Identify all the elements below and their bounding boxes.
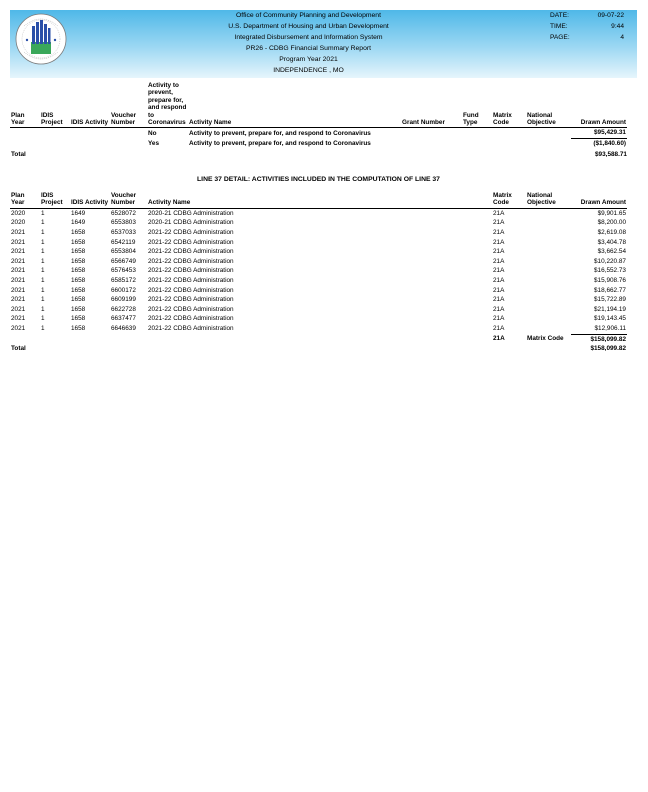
national-objective	[526, 238, 571, 248]
line-37-section-title: LINE 37 DETAIL: ACTIVITIES INCLUDED IN THE COMPUTATION OF LINE 37	[197, 176, 440, 183]
idis-activity: 1658	[71, 276, 86, 284]
coronavirus-summary-table	[10, 82, 627, 149]
idis-project: 1	[41, 296, 45, 304]
matrix-code: 21A	[493, 286, 505, 294]
col-activity-name: Activity Name	[147, 192, 492, 208]
table-row	[10, 247, 627, 257]
plan-year: 2021	[11, 305, 26, 313]
idis-activity: 1658	[71, 248, 86, 256]
matrix-code: 21A	[493, 229, 505, 236]
voucher-number: 6600172	[111, 286, 136, 294]
col-matrix-code: Matrix Code	[492, 192, 526, 208]
matrix-code: 21A	[493, 276, 505, 284]
col-drawn-amount: Drawn Amount	[571, 192, 627, 208]
voucher-number: 6585172	[111, 276, 136, 284]
page-value: 4	[620, 34, 624, 41]
col-idis-project: IDIS Project	[40, 82, 70, 128]
matrix-code: 21A	[493, 267, 505, 275]
drawn-amount: $21,194.19	[594, 305, 626, 313]
national-objective	[526, 257, 571, 267]
activity-name: 2021-22 CDBG Administration	[148, 267, 234, 275]
activity-name: 2021-22 CDBG Administration	[148, 238, 234, 246]
table1-total-label: Total	[11, 151, 26, 158]
national-objective	[526, 228, 571, 238]
header-line-department: U.S. Department of Housing and Urban Development	[228, 23, 389, 30]
voucher-number: 6646639	[111, 325, 136, 333]
col-fund-type: Fund Type	[462, 82, 492, 128]
activity-name: 2021-22 CDBG Administration	[148, 276, 234, 284]
col-drawn-amount: Drawn Amount	[571, 82, 627, 128]
voucher-number: 6637477	[111, 315, 136, 323]
voucher-number: 6576453	[111, 267, 136, 275]
national-objective	[526, 276, 571, 286]
plan-year: 2021	[11, 267, 26, 275]
table1-total-amount: $93,588.71	[595, 151, 627, 158]
col-national-objective: National Objective	[526, 82, 571, 128]
plan-year: 2020	[11, 219, 26, 227]
header-line-system: Integrated Disbursement and Information System	[234, 34, 383, 41]
time-value: 9:44	[611, 23, 624, 30]
idis-project: 1	[41, 248, 45, 256]
table-row	[10, 266, 627, 276]
activity-name: 2021-22 CDBG Administration	[148, 257, 234, 265]
activity-name: 2021-22 CDBG Administration	[148, 305, 234, 313]
voucher-number: 6537033	[111, 229, 136, 236]
drawn-amount: ($1,840.60)	[571, 139, 627, 149]
table-row	[10, 257, 627, 267]
idis-project: 1	[41, 276, 45, 284]
voucher-number: 6566749	[111, 257, 136, 265]
col-grant-number: Grant Number	[401, 82, 462, 128]
plan-year: 2021	[11, 248, 26, 256]
table-row	[10, 238, 627, 248]
matrix-code: 21A	[493, 238, 505, 246]
table-row	[10, 208, 627, 218]
time-label: TIME:	[550, 23, 568, 30]
matrix-code-subtotal-row	[10, 334, 627, 344]
matrix-code: 21A	[493, 296, 505, 304]
national-objective	[526, 218, 571, 228]
drawn-amount: $16,552.73	[594, 267, 626, 275]
total-row	[10, 344, 627, 354]
col-idis-activity: IDIS Activity	[70, 82, 110, 128]
page-label: PAGE:	[550, 34, 570, 41]
plan-year: 2021	[11, 296, 26, 304]
col-plan-year: Plan Year	[10, 192, 40, 208]
matrix-code: 21A	[493, 257, 505, 265]
col-voucher-number: Voucher Number	[110, 192, 147, 208]
activity-name: 2020-21 CDBG Administration	[148, 209, 234, 217]
idis-project: 1	[41, 325, 45, 333]
idis-project: 1	[41, 267, 45, 275]
voucher-number: 6553803	[111, 219, 136, 227]
idis-activity: 1658	[71, 257, 86, 265]
table2-total-amount: $158,099.82	[590, 345, 626, 353]
drawn-amount: $19,143.45	[594, 315, 626, 323]
voucher-number: 6528072	[111, 209, 136, 217]
header-line-grantee: INDEPENDENCE , MO	[273, 67, 344, 74]
table-row	[10, 324, 627, 334]
national-objective	[526, 324, 571, 334]
activity-name: 2021-22 CDBG Administration	[148, 229, 234, 236]
plan-year: 2021	[11, 238, 26, 246]
coronavirus-flag: No	[148, 129, 157, 137]
activity-name: 2021-22 CDBG Administration	[148, 325, 234, 333]
idis-project: 1	[41, 257, 45, 265]
activity-name: Activity to prevent, prepare for, and respond to Coronavirus	[189, 129, 371, 137]
table-row	[10, 128, 627, 139]
activity-name: Activity to prevent, prepare for, and respond to Coronavirus	[189, 139, 371, 147]
idis-activity: 1658	[71, 229, 86, 236]
plan-year: 2021	[11, 276, 26, 284]
matrix-code: 21A	[493, 325, 505, 333]
national-objective	[526, 295, 571, 305]
idis-project: 1	[41, 286, 45, 294]
drawn-amount: $15,722.89	[594, 296, 626, 304]
idis-activity: 1649	[71, 209, 86, 217]
drawn-amount: $3,404.78	[597, 238, 626, 246]
idis-activity: 1658	[71, 305, 86, 313]
idis-project: 1	[41, 315, 45, 323]
drawn-amount: $8,200.00	[597, 219, 626, 227]
voucher-number: 6609199	[111, 296, 136, 304]
header-line-report-name: PR26 - CDBG Financial Summary Report	[245, 45, 372, 52]
line-37-detail-rows	[10, 208, 627, 334]
voucher-number: 6542119	[111, 238, 136, 246]
report-header	[10, 10, 637, 78]
national-objective	[526, 286, 571, 296]
drawn-amount: $9,901.65	[597, 209, 626, 217]
matrix-code: 21A	[493, 305, 505, 313]
date-label: DATE:	[550, 12, 569, 19]
table-row	[10, 276, 627, 286]
national-objective	[526, 305, 571, 315]
table-row	[10, 295, 627, 305]
line-37-detail-table	[10, 192, 627, 354]
idis-project: 1	[41, 229, 45, 236]
col-activity-name: Activity Name	[188, 82, 401, 128]
plan-year: 2021	[11, 315, 26, 323]
national-objective	[526, 208, 571, 218]
idis-activity: 1658	[71, 267, 86, 275]
activity-name: 2021-22 CDBG Administration	[148, 286, 234, 294]
col-idis-activity: IDIS Activity	[70, 192, 110, 208]
idis-activity: 1658	[71, 315, 86, 323]
table-row	[10, 218, 627, 228]
activity-name: 2020-21 CDBG Administration	[148, 219, 234, 227]
national-objective	[526, 266, 571, 276]
idis-activity: 1658	[71, 238, 86, 246]
drawn-amount: $10,220.87	[594, 257, 626, 265]
header-line-program-year: Program Year 2021	[279, 56, 338, 63]
idis-activity: 1658	[71, 286, 86, 294]
subtotal-matrix-code: 21A	[493, 335, 505, 343]
activity-name: 2021-22 CDBG Administration	[148, 296, 234, 304]
matrix-code: 21A	[493, 248, 505, 256]
table-row	[10, 139, 627, 149]
col-coronavirus: Activity to prevent, prepare for, and respond to Coronavirus	[148, 82, 187, 127]
drawn-amount: $95,429.31	[571, 128, 627, 139]
plan-year: 2021	[11, 257, 26, 265]
idis-project: 1	[41, 209, 45, 217]
plan-year: 2021	[11, 286, 26, 294]
voucher-number: 6622728	[111, 305, 136, 313]
activity-name: 2021-22 CDBG Administration	[148, 315, 234, 323]
plan-year: 2021	[11, 229, 26, 236]
idis-project: 1	[41, 219, 45, 227]
drawn-amount: $15,908.76	[594, 276, 626, 284]
matrix-code: 21A	[493, 209, 505, 217]
matrix-code: 21A	[493, 315, 505, 323]
plan-year: 2020	[11, 209, 26, 217]
idis-activity: 1658	[71, 325, 86, 333]
idis-activity: 1649	[71, 219, 86, 227]
drawn-amount: $18,662.77	[594, 286, 626, 294]
table-row	[10, 314, 627, 324]
table-row	[10, 286, 627, 296]
table-row	[10, 228, 627, 238]
subtotal-label: Matrix Code	[527, 335, 564, 343]
col-matrix-code: Matrix Code	[492, 82, 526, 128]
coronavirus-flag: Yes	[148, 139, 160, 147]
drawn-amount: $12,906.11	[594, 324, 626, 332]
national-objective	[526, 314, 571, 324]
plan-year: 2021	[11, 325, 26, 333]
subtotal-amount: $158,099.82	[571, 334, 627, 344]
col-plan-year: Plan Year	[10, 82, 40, 128]
drawn-amount: $2,619.08	[597, 229, 626, 236]
activity-name: 2021-22 CDBG Administration	[148, 248, 234, 256]
idis-project: 1	[41, 305, 45, 313]
col-voucher-number: Voucher Number	[110, 82, 147, 128]
col-national-objective: National Objective	[526, 192, 571, 208]
voucher-number: 6553804	[111, 248, 136, 256]
date-value: 09-07-22	[597, 12, 624, 19]
header-line-office: Office of Community Planning and Development	[236, 12, 381, 19]
table2-total-label: Total	[11, 345, 26, 353]
national-objective	[526, 247, 571, 257]
col-idis-project: IDIS Project	[40, 192, 70, 208]
drawn-amount: $3,662.54	[597, 248, 626, 256]
table-row	[10, 305, 627, 315]
matrix-code: 21A	[493, 219, 505, 227]
idis-activity: 1658	[71, 296, 86, 304]
idis-project: 1	[41, 238, 45, 246]
